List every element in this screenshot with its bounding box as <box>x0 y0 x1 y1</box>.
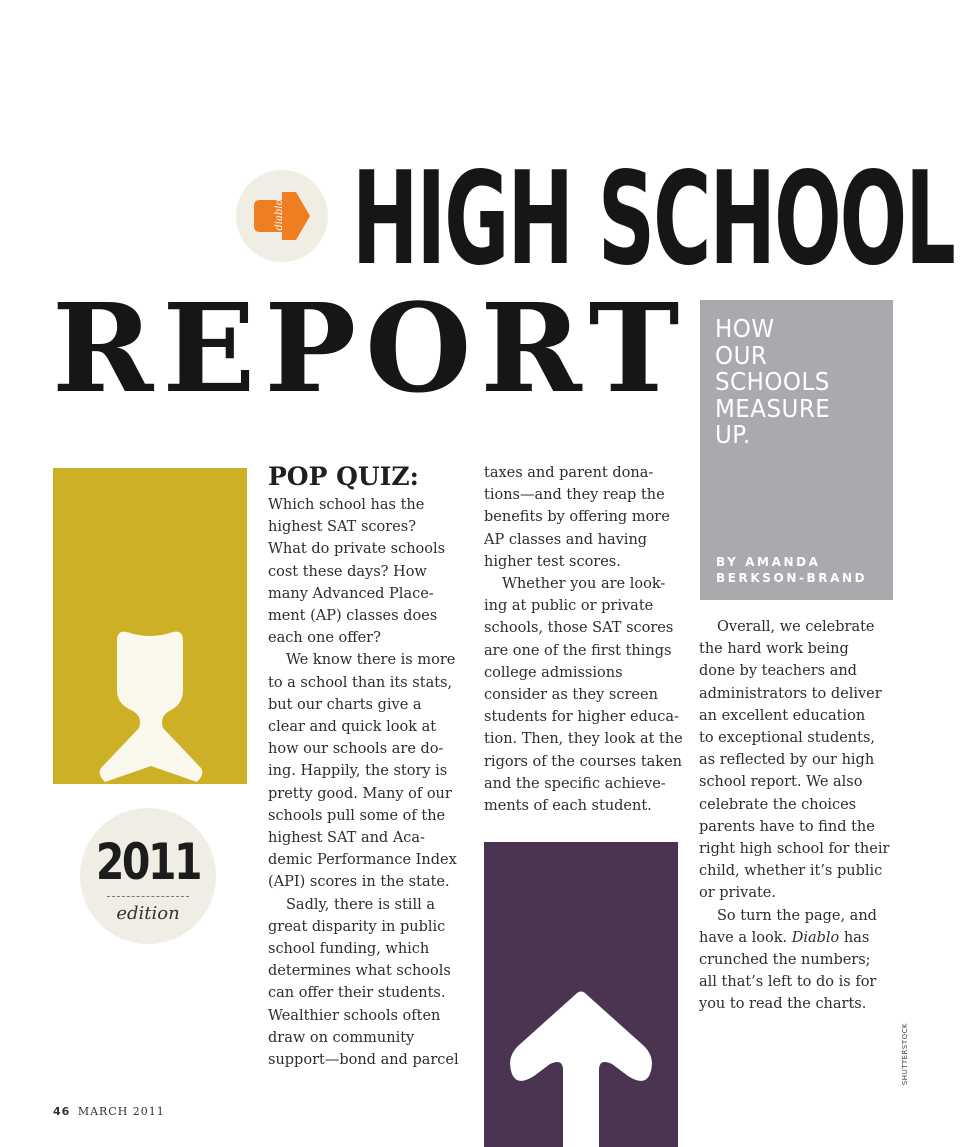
headline-report: REPORT <box>52 276 689 420</box>
paragraph-text: So turn the page, and have a look. <box>699 907 877 946</box>
paragraph: Sadly, there is still a great disparity in public school funding, which determines what schools can offer their students. Wealthier schools often draw on community support—bond and parcel <box>268 896 459 1069</box>
diablo-logo-badge <box>236 170 328 262</box>
subtitle: HOW OUR SCHOOLS MEASURE UP. <box>715 314 831 449</box>
paragraph: taxes and parent dona- tions—and they reap the benefits by offering more AP classes and having higher test scores. <box>484 465 670 570</box>
paragraph: Overall, we celebrate the hard work being done by teachers and administrators to deliver an excellent education to exceptional students, as reflected by our high school report. We also celebrate the choices parents have to find the right high school for their child, whether it’s public or private. <box>699 619 890 902</box>
page-number: 46 <box>53 1105 71 1118</box>
paragraph: Whether you are look- ing at public or private schools, those SAT scores are one of the first things college admissions consider as they screen students for higher educa- tion. Then, they look at the rigors of the courses taken and the specific achieve- ments of each student. <box>484 576 683 815</box>
photo-credit: SHUTTERSTOCK <box>901 1022 909 1086</box>
article-column-2 <box>484 462 684 817</box>
article-heading: POP QUIZ: <box>268 462 419 491</box>
article-column-1 <box>268 494 473 1071</box>
down-arrow-icon <box>53 468 247 784</box>
edition-divider <box>107 896 189 897</box>
byline: BY AMANDA BERKSON-BRAND <box>716 555 868 585</box>
article-column-3 <box>699 616 904 1016</box>
paragraph-text: has crunched the numbers; all that’s left to do is for you to read the charts. <box>699 929 877 1013</box>
subtitle-box <box>700 300 893 600</box>
magazine-name: Diablo <box>791 929 840 946</box>
headline-high-school: HIGH SCHOOL <box>352 145 954 294</box>
paragraph <box>699 905 904 1016</box>
edition-badge <box>80 808 216 944</box>
purple-decor-block <box>484 842 678 1147</box>
logo-wordmark: diablo <box>273 199 285 231</box>
up-arrow-icon <box>484 842 678 1147</box>
issue-date: MARCH 2011 <box>77 1105 165 1118</box>
paragraph: Which school has the highest SAT scores? What do private schools cost these days? How many Advanced Place- ment (AP) classes does each one offer? <box>268 497 446 647</box>
mustard-decor-block <box>53 468 247 784</box>
page-footer <box>53 1105 165 1118</box>
edition-year: 2011 <box>95 833 201 891</box>
paragraph: We know there is more to a school than its stats, but our charts give a clear and quick look at how our schools are do- ing. Happily, the story is pretty good. Many of our schools pull some of the highest SAT and Aca- demic Performance Index (API) scores in the state. <box>268 652 457 891</box>
edition-label: edition <box>116 903 180 924</box>
